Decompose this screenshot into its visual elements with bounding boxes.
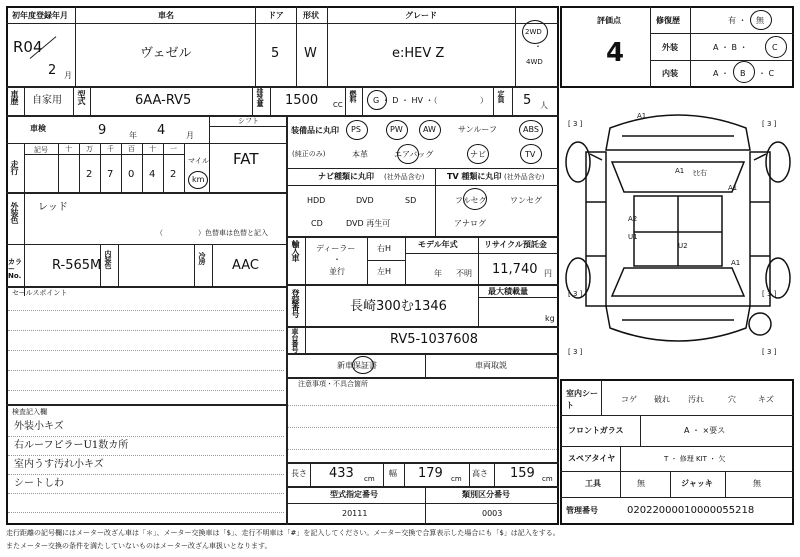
digit-header: 十 xyxy=(149,145,156,153)
mileage-sym-label: 記号 xyxy=(34,146,48,154)
drive-sep: ・ xyxy=(534,42,542,51)
mileage-digit: 2 xyxy=(86,169,93,180)
navi-option: ナビ xyxy=(470,150,486,159)
displacement-value: 1500 xyxy=(285,93,319,108)
color-code: R-565M xyxy=(52,258,102,273)
inspection-month: 4 xyxy=(157,123,166,138)
damage-mark: A1 xyxy=(675,167,685,175)
mileage-digit: 0 xyxy=(128,169,135,180)
mileage-digit: 7 xyxy=(107,169,114,180)
aw-option: AW xyxy=(423,125,436,134)
height-unit: cm xyxy=(542,475,553,483)
color-note: （ ）色替車は色替と記入 xyxy=(156,229,268,237)
model-year-value: 不明 xyxy=(456,269,472,278)
equipment-sub: (純正のみ) xyxy=(292,150,326,158)
tv-option: TV xyxy=(525,150,536,159)
svg-text:[ 3 ]: [ 3 ] xyxy=(568,120,583,128)
jack-value: 無 xyxy=(753,479,761,488)
drive-2wd: 2WD xyxy=(525,28,542,36)
import-label: 輸入車 xyxy=(291,240,300,261)
shape-value: W xyxy=(304,46,317,61)
usage-label: 車歴 xyxy=(10,90,19,104)
tools-label: 工具 xyxy=(585,479,601,488)
inspector-line: シートしわ xyxy=(14,478,64,489)
damage-diagram xyxy=(562,92,794,376)
capacity-label: 定員 xyxy=(497,90,505,102)
digit-header: 十 xyxy=(65,145,72,153)
fuel-label: 燃料 xyxy=(349,90,357,102)
svg-text:[ 3 ]: [ 3 ] xyxy=(568,290,583,298)
door-value: 5 xyxy=(271,46,280,61)
warranty-doc: 新車保証書 xyxy=(337,361,377,370)
import-right: 右H xyxy=(377,244,392,253)
designation-label: 型式指定番号 xyxy=(330,490,378,499)
navi-sd: SD xyxy=(405,196,417,205)
height-label: 高さ xyxy=(472,469,488,478)
import-dot: ・ xyxy=(333,255,341,264)
digit-header: 百 xyxy=(128,145,135,153)
inspection-label: 車検 xyxy=(30,124,46,133)
color-code-label: カラーNo. xyxy=(8,258,22,280)
seat-option: 破れ xyxy=(654,395,670,404)
footer-note: 走行距離の記号欄にはメーター改ざん車は「＊」、メーター交換車は「$」、走行不明車は「#」を記入してください。メーター交換で合算表示した場合にも「$」は記入をする。 xyxy=(6,529,560,537)
svg-text:[ 3 ]: [ 3 ] xyxy=(762,120,777,128)
length-unit: cm xyxy=(364,475,375,483)
damage-mark: ﾋﾋ右 xyxy=(693,169,707,177)
navi-type-sub: (社外品含む) xyxy=(384,173,425,181)
drive-4wd: 4WD xyxy=(526,58,543,66)
score-label: 評価点 xyxy=(597,16,621,25)
interior-rest: ・ C xyxy=(758,69,775,78)
repair-label: 修復歴 xyxy=(656,16,680,25)
seat-option: コゲ xyxy=(621,395,637,404)
registration-label: 登録番号 xyxy=(291,289,300,317)
inspection-year-unit: 年 xyxy=(129,131,137,140)
interior-color-label: 内装色 xyxy=(104,250,112,268)
shape-label: 形状 xyxy=(303,11,319,20)
shift-value: FAT xyxy=(233,150,259,168)
windshield-value: A ・ ×要ス xyxy=(684,426,726,435)
navi-type-label: ナビ種類に丸印 xyxy=(318,172,374,181)
abs-option: ABS xyxy=(523,125,539,134)
seat-option: 穴 xyxy=(728,395,736,404)
model-year-label: モデル年式 xyxy=(418,240,458,249)
import-left: 左H xyxy=(377,267,392,276)
damage-mark: A1 xyxy=(637,112,647,120)
tv-fullseg: フルセグ xyxy=(455,196,487,205)
car-name-label: 車名 xyxy=(158,11,174,20)
ps-option: PS xyxy=(351,125,361,134)
frame-label: 車台番号 xyxy=(291,328,299,352)
mileage-digit: 4 xyxy=(149,169,156,180)
navi-cd: CD xyxy=(311,219,323,228)
navi-hdd: HDD xyxy=(307,196,326,205)
interior-a: A ・ xyxy=(713,69,730,78)
seat-option: キズ xyxy=(758,395,774,404)
grade-value: e:HEV Z xyxy=(392,46,445,61)
seat-option: 汚れ xyxy=(688,395,704,404)
registration-value: 長崎300む1346 xyxy=(350,299,447,314)
width-unit: cm xyxy=(451,475,462,483)
damage-mark: A1 xyxy=(731,259,741,267)
manual-doc: 車両取説 xyxy=(475,361,507,370)
svg-text:[ 3 ]: [ 3 ] xyxy=(762,290,777,298)
svg-text:[ 3 ]: [ 3 ] xyxy=(568,348,583,356)
fuel-close: ） xyxy=(480,96,488,105)
ac-value: AAC xyxy=(232,258,259,273)
exterior-label: 外装 xyxy=(662,43,678,52)
shift-label: シフト xyxy=(238,117,259,125)
fuel-options: G ・ D ・ HV ・（ xyxy=(373,96,438,105)
color-value: レッド xyxy=(38,202,68,213)
door-label: ドア xyxy=(268,11,284,20)
inspector-label: 検査記入欄 xyxy=(12,408,47,416)
interior-label: 内装 xyxy=(662,69,678,78)
digit-header: 千 xyxy=(107,145,114,153)
management-value: 02022000010000055218 xyxy=(627,505,755,516)
repair-selected: 無 xyxy=(756,16,764,25)
capacity-unit: 人 xyxy=(540,101,548,110)
score-value: 4 xyxy=(606,38,625,68)
usage-value: 自家用 xyxy=(32,95,62,106)
tv-analog: アナログ xyxy=(454,219,486,228)
height-value: 159 xyxy=(510,466,535,481)
color-label: 外装色 xyxy=(10,202,19,223)
navi-dvd: DVD xyxy=(356,196,374,205)
management-label: 管理番号 xyxy=(566,506,598,515)
max-load-unit: kg xyxy=(545,314,555,323)
digit-header: 一 xyxy=(170,145,177,153)
reg-year-label: 初年度登録年月 xyxy=(12,11,68,20)
tools-value: 無 xyxy=(637,479,645,488)
mileage-digit: 2 xyxy=(170,169,177,180)
svg-text:[ 3 ]: [ 3 ] xyxy=(762,348,777,356)
jack-label: ジャッキ xyxy=(681,479,713,488)
inspector-line: 外装小キズ xyxy=(14,421,64,432)
exterior-options: A ・ B ・ xyxy=(713,43,748,52)
tv-oneseg: ワンセグ xyxy=(510,196,542,205)
damage-mark: U1 xyxy=(628,233,638,241)
airbag-option: エアバッグ xyxy=(394,150,434,159)
cc-unit: CC xyxy=(333,101,343,109)
recycle-value: 11,740 xyxy=(492,262,538,277)
equipment-label: 装備品に丸印 xyxy=(291,126,339,135)
mile-label: マイル xyxy=(188,157,209,165)
width-value: 179 xyxy=(418,466,443,481)
length-label: 長さ xyxy=(291,469,307,478)
inspection-month-unit: 月 xyxy=(186,131,194,140)
digit-header: 万 xyxy=(86,145,93,153)
designation-value: 20111 xyxy=(342,509,368,518)
pw-option: PW xyxy=(390,125,403,134)
exterior-selected: C xyxy=(772,43,778,52)
reg-year: R04 xyxy=(13,38,43,56)
windshield-label: フロントガラス xyxy=(568,426,624,435)
tv-type-label: TV 種類に丸印 xyxy=(447,172,502,181)
import-parallel: 並行 xyxy=(329,267,345,276)
recycle-unit: 円 xyxy=(544,269,552,278)
inspection-year: 9 xyxy=(98,123,107,138)
interior-selected: B xyxy=(740,69,746,78)
seat-label: 室内シート xyxy=(566,389,598,410)
car-name: ヴェゼル xyxy=(140,46,192,61)
spare-label: スペアタイヤ xyxy=(568,454,616,463)
inspector-line: 室内うす汚れ小キズ xyxy=(14,459,104,470)
spare-value: T ・ 修理 KIT ・ 欠 xyxy=(664,455,726,463)
leather-option: 本革 xyxy=(352,150,368,159)
repair-options: 有 ・ xyxy=(728,16,747,25)
tv-type-sub: (社外品含む) xyxy=(504,173,545,181)
inspector-line: 右ルーフピラーU1数カ所 xyxy=(14,440,129,451)
model-year-unit: 年 xyxy=(434,269,442,278)
footer-note: またメーター交換の条件を満たしていないものはメーター改ざん車扱いとなります。 xyxy=(6,542,272,550)
max-load-label: 最大積載量 xyxy=(488,287,528,296)
reg-month-unit: 月 xyxy=(64,71,72,80)
frame-value: RV5-1037608 xyxy=(390,332,479,347)
damage-mark: A1 xyxy=(728,184,738,192)
width-label: 幅 xyxy=(389,469,397,478)
grade-label: グレード xyxy=(405,11,437,20)
selling-point-label: セールスポイント xyxy=(12,289,68,297)
displacement-label: 排気量 xyxy=(256,88,264,106)
recycle-label: リサイクル預託金 xyxy=(484,240,547,249)
length-value: 433 xyxy=(329,466,354,481)
mileage-label: 走行 xyxy=(10,160,19,174)
import-dealer: ディーラー xyxy=(316,244,356,253)
category-value: 0003 xyxy=(482,509,503,518)
damage-mark: A2 xyxy=(628,215,638,223)
sunroof-option: サンルーフ xyxy=(458,125,497,134)
km-unit: km xyxy=(192,175,205,184)
navi-dvd-play: DVD 再生可 xyxy=(346,219,391,228)
ac-label: 冷房 xyxy=(198,252,206,264)
notes-label: 注意事項・不具合箇所 xyxy=(298,380,368,388)
damage-mark: U2 xyxy=(678,242,688,250)
capacity-value: 5 xyxy=(523,93,532,108)
model-value: 6AA-RV5 xyxy=(135,93,192,108)
reg-month: 2 xyxy=(48,63,57,78)
category-label: 類別区分番号 xyxy=(462,490,510,499)
model-label: 型式 xyxy=(77,90,86,104)
